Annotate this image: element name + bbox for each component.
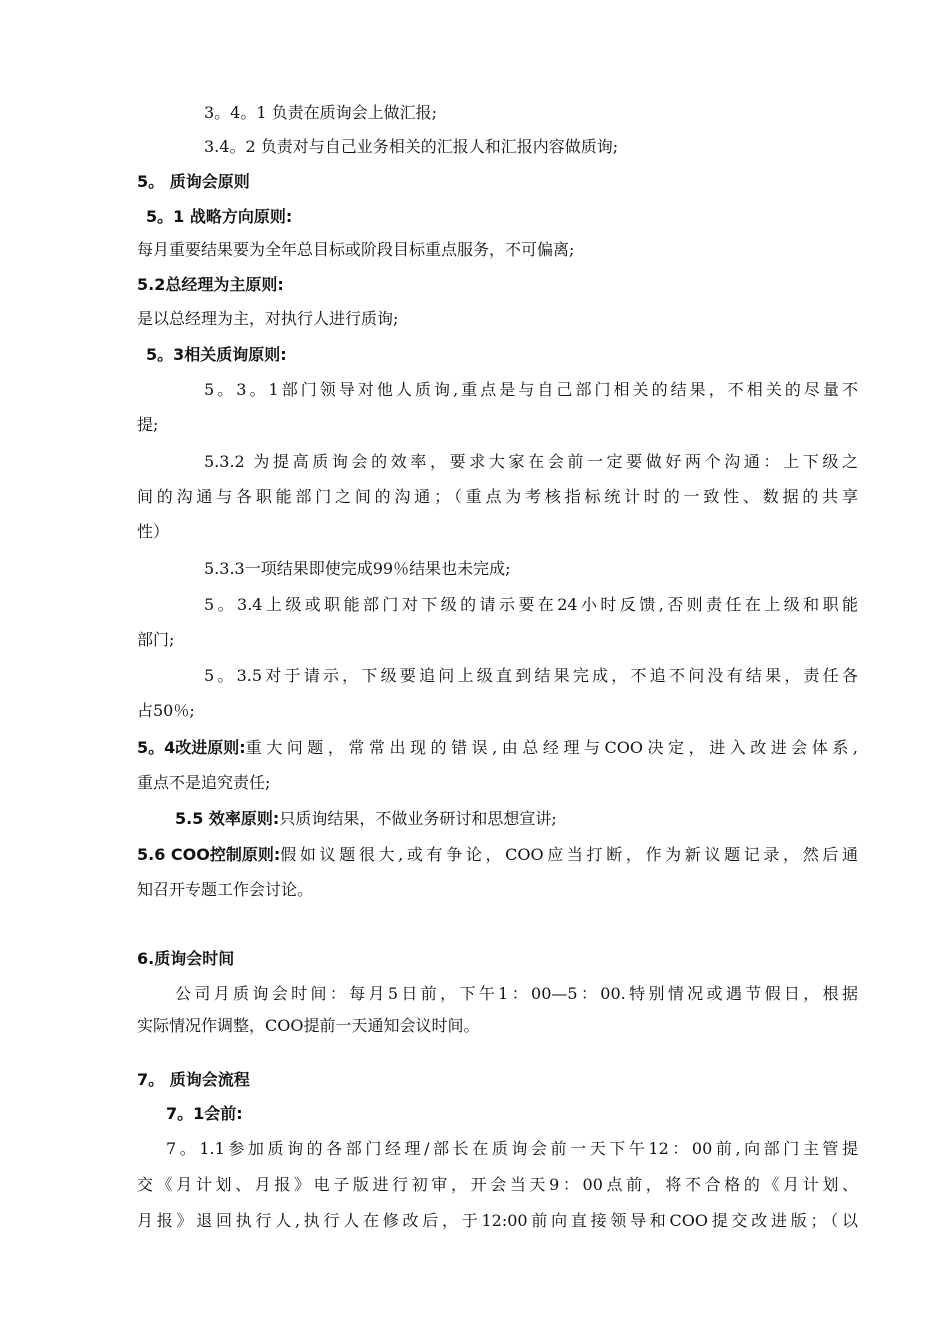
para-5-3-1-line2: 提; — [137, 415, 159, 434]
para-5-6-line1 — [137, 839, 858, 870]
para-5-3-5-line1: 5。3.5对于请示，下级要追问上级直到结果完成，不追不问没有结果，责任各 — [204, 666, 858, 685]
para-5-3-3: 5.3.3一项结果即使完成99％结果也未完成; — [204, 559, 511, 578]
heading-6: 6.质询会时间 — [137, 949, 235, 968]
para-5-3-4-line1: 5。3.4上级或职能部门对下级的请示要在24小时反馈,否则责任在上级和职能 — [204, 595, 858, 614]
heading-5-4: 5。4改进原则: — [137, 738, 246, 757]
heading-7: 7。 质询会流程 — [137, 1070, 250, 1089]
para-5-6-text: 假如议题很大,或有争论，COO应当打断，作为新议题记录，然后通 — [280, 845, 858, 864]
heading-5-5: 5.5 效率原则: — [175, 809, 280, 828]
para-5-3-5-line2: 占50％; — [137, 701, 195, 720]
item-3-4-1: 3。4。1 负责在质询会上做汇报; — [204, 103, 438, 122]
heading-5-1: 5。1 战略方向原则: — [146, 207, 293, 226]
heading-5: 5。 质询会原则 — [137, 172, 250, 191]
para-5-2: 是以总经理为主，对执行人进行质询; — [137, 309, 399, 328]
para-5-1: 每月重要结果要为全年总目标或阶段目标重点服务，不可偏离; — [137, 240, 575, 259]
para-5-3-4-line2: 部门; — [137, 630, 175, 649]
para-5-3-2-line3: 性） — [137, 522, 170, 541]
para-6-line2: 实际情况作调整，COO提前一天通知会议时间。 — [137, 1016, 480, 1035]
para-5-4-line1 — [137, 732, 858, 763]
para-5-4-text: 重大问题，常常出现的错误,由总经理与COO决定，进入改进会体系, — [245, 738, 858, 757]
item-3-4-2: 3.4。2 负责对与自己业务相关的汇报人和汇报内容做质询; — [204, 137, 619, 156]
para-5-5-text: 只质询结果，不做业务研讨和思想宣讲; — [279, 809, 557, 828]
para-7-1-1-line2: 交《月计划、月报》电子版进行初审，开会当天9：00点前，将不合格的《月计划、 — [137, 1175, 858, 1194]
para-5-3-2-line1: 5.3.2 为提高质询会的效率，要求大家在会前一定要做好两个沟通：上下级之 — [204, 452, 858, 471]
heading-5-6: 5.6 COO控制原则: — [137, 845, 281, 864]
heading-5-3: 5。3相关质询原则: — [146, 345, 287, 364]
para-5-5 — [175, 803, 557, 834]
para-5-3-1-line1: 5。3。1部门领导对他人质询,重点是与自己部门相关的结果，不相关的尽量不 — [204, 380, 858, 399]
para-5-3-2-line2: 间的沟通与各职能部门之间的沟通；（重点为考核指标统计时的一致性、数据的共享 — [137, 487, 858, 506]
para-5-4-line2: 重点不是追究责任; — [137, 773, 271, 792]
para-6-line1: 公司月质询会时间：每月5日前，下午1：00—5：00.特别情况或遇节假日，根据 — [175, 984, 858, 1003]
heading-5-2: 5.2总经理为主原则: — [137, 275, 284, 294]
para-5-6-line2: 知召开专题工作会讨论。 — [137, 880, 314, 899]
para-7-1-1-line1: 7。1.1参加质询的各部门经理/部长在质询会前一天下午12：00前,向部门主管提 — [166, 1139, 858, 1158]
heading-7-1: 7。1会前: — [166, 1104, 243, 1123]
para-7-1-1-line3: 月报》退回执行人,执行人在修改后，于12:00前向直接领导和COO提交改进版；（以 — [137, 1211, 858, 1230]
